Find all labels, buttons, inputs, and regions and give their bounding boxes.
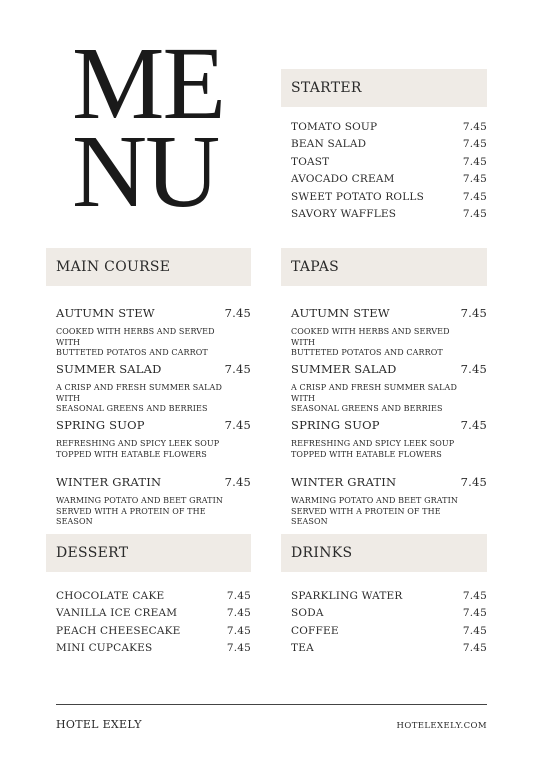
list-item <box>291 136 487 153</box>
main-course-header-label: MAIN COURSE <box>56 259 171 275</box>
dish-price: 7.45 <box>224 306 251 320</box>
dish-desc-line: COOKED WITH HERBS AND SERVED WITH <box>56 327 215 347</box>
dessert-header <box>46 534 251 572</box>
tapas-dish <box>291 306 487 359</box>
dish-name: WINTER GRATIN <box>56 475 162 489</box>
item-name: SODA <box>291 607 324 620</box>
dish-name: AUTUMN STEW <box>291 306 390 320</box>
tapas-header <box>281 248 487 286</box>
main-course-header <box>46 248 251 286</box>
dish-name: SUMMER SALAD <box>56 362 162 376</box>
dish-desc-line: SERVED WITH A PROTEIN OF THE SEASON <box>291 506 441 526</box>
item-price: 7.45 <box>462 190 487 203</box>
dish-desc-line: SERVED WITH A PROTEIN OF THE SEASON <box>56 506 206 526</box>
dish-name: SPRING SUOP <box>56 418 145 432</box>
list-item <box>291 171 487 188</box>
item-price: 7.45 <box>462 624 487 637</box>
dish-price: 7.45 <box>224 362 251 376</box>
dish-desc-line: SEASONAL GREENS AND BERRIES <box>56 404 208 413</box>
item-price: 7.45 <box>462 607 487 620</box>
dish-price: 7.45 <box>224 418 251 432</box>
item-price: 7.45 <box>462 173 487 186</box>
main-course-dish <box>56 306 251 359</box>
list-item <box>56 588 251 605</box>
list-item <box>291 154 487 171</box>
item-name: SAVORY WAFFLES <box>291 207 397 220</box>
list-item <box>291 189 487 206</box>
dish-name: SPRING SUOP <box>291 418 380 432</box>
dish-price: 7.45 <box>460 362 487 376</box>
item-price: 7.45 <box>226 590 251 602</box>
drinks-list <box>291 588 487 658</box>
dish-name: WINTER GRATIN <box>291 475 397 489</box>
list-item <box>291 605 487 622</box>
list-item <box>56 640 251 657</box>
dish-desc-line: COOKED WITH HERBS AND SERVED WITH <box>291 327 450 347</box>
item-name: COFFEE <box>291 624 339 637</box>
main-course-dish <box>56 362 251 415</box>
item-price: 7.45 <box>226 624 251 637</box>
dish-desc-line: SEASONAL GREENS AND BERRIES <box>291 404 443 413</box>
item-name: TOAST <box>291 155 330 168</box>
item-price: 7.45 <box>462 155 487 168</box>
list-item <box>56 605 251 622</box>
dish-desc-line: WARMING POTATO AND BEET GRATIN <box>291 496 458 505</box>
dish-name: SUMMER SALAD <box>291 362 397 376</box>
dish-desc-line: A CRISP AND FRESH SUMMER SALAD WITH <box>56 383 222 403</box>
dessert-list <box>56 588 251 658</box>
menu-title-line-2: NU <box>72 114 219 229</box>
dish-desc-line: A CRISP AND FRESH SUMMER SALAD WITH <box>291 383 457 403</box>
item-name: AVOCADO CREAM <box>291 173 395 186</box>
item-name: CHOCOLATE CAKE <box>56 590 165 602</box>
item-name: VANILLA ICE CREAM <box>56 607 178 620</box>
item-name: SWEET POTATO ROLLS <box>291 190 424 203</box>
item-name: SPARKLING WATER <box>291 590 403 602</box>
dish-desc-line: TOPPED WITH EATABLE FLOWERS <box>291 449 442 459</box>
main-course-dish <box>56 475 251 528</box>
list-item <box>291 588 487 605</box>
dish-name: AUTUMN STEW <box>56 306 155 320</box>
tapas-dish <box>291 475 487 528</box>
dish-price: 7.45 <box>460 306 487 320</box>
dish-price: 7.45 <box>224 475 251 489</box>
item-price: 7.45 <box>462 138 487 151</box>
dish-desc-line: BUTTETED POTATOS AND CARROT <box>56 348 208 357</box>
list-item <box>291 119 487 136</box>
item-price: 7.45 <box>226 607 251 620</box>
list-item <box>291 623 487 640</box>
item-name: TEA <box>291 642 314 655</box>
tapas-dish <box>291 362 487 415</box>
dish-desc-line: WARMING POTATO AND BEET GRATIN <box>56 496 223 505</box>
item-price: 7.45 <box>462 642 487 655</box>
menu-title <box>72 26 242 229</box>
item-name: TOMATO SOUP <box>291 121 378 133</box>
list-item <box>291 206 487 223</box>
tapas-dish <box>291 418 487 460</box>
dish-desc-line: REFRESHING AND SPICY LEEK SOUP <box>291 439 455 448</box>
item-price: 7.45 <box>462 590 487 602</box>
starter-header-label: STARTER <box>291 80 362 96</box>
item-name: MINI CUPCAKES <box>56 642 153 655</box>
tapas-header-label: TAPAS <box>291 259 340 275</box>
main-course-dish <box>56 418 251 460</box>
dish-desc-line: BUTTETED POTATOS AND CARROT <box>291 348 443 357</box>
item-price: 7.45 <box>226 642 251 655</box>
hotel-website: HOTELEXELY.COM <box>396 721 487 731</box>
drinks-header-label: DRINKS <box>291 545 353 561</box>
hotel-name: HOTEL EXELY <box>56 718 142 731</box>
dessert-header-label: DESSERT <box>56 545 129 561</box>
dish-desc-line: REFRESHING AND SPICY LEEK SOUP <box>56 439 220 448</box>
menu-title-line-1: ME <box>72 26 224 141</box>
drinks-header <box>281 534 487 572</box>
starter-header <box>281 69 487 107</box>
starter-list <box>291 119 487 223</box>
footer-divider <box>56 704 487 705</box>
item-name: BEAN SALAD <box>291 138 367 151</box>
item-name: PEACH CHEESECAKE <box>56 624 181 637</box>
item-price: 7.45 <box>462 121 487 133</box>
dish-price: 7.45 <box>460 418 487 432</box>
list-item <box>56 623 251 640</box>
dish-price: 7.45 <box>460 475 487 489</box>
list-item <box>291 640 487 657</box>
item-price: 7.45 <box>462 207 487 220</box>
dish-desc-line: TOPPED WITH EATABLE FLOWERS <box>56 449 207 459</box>
